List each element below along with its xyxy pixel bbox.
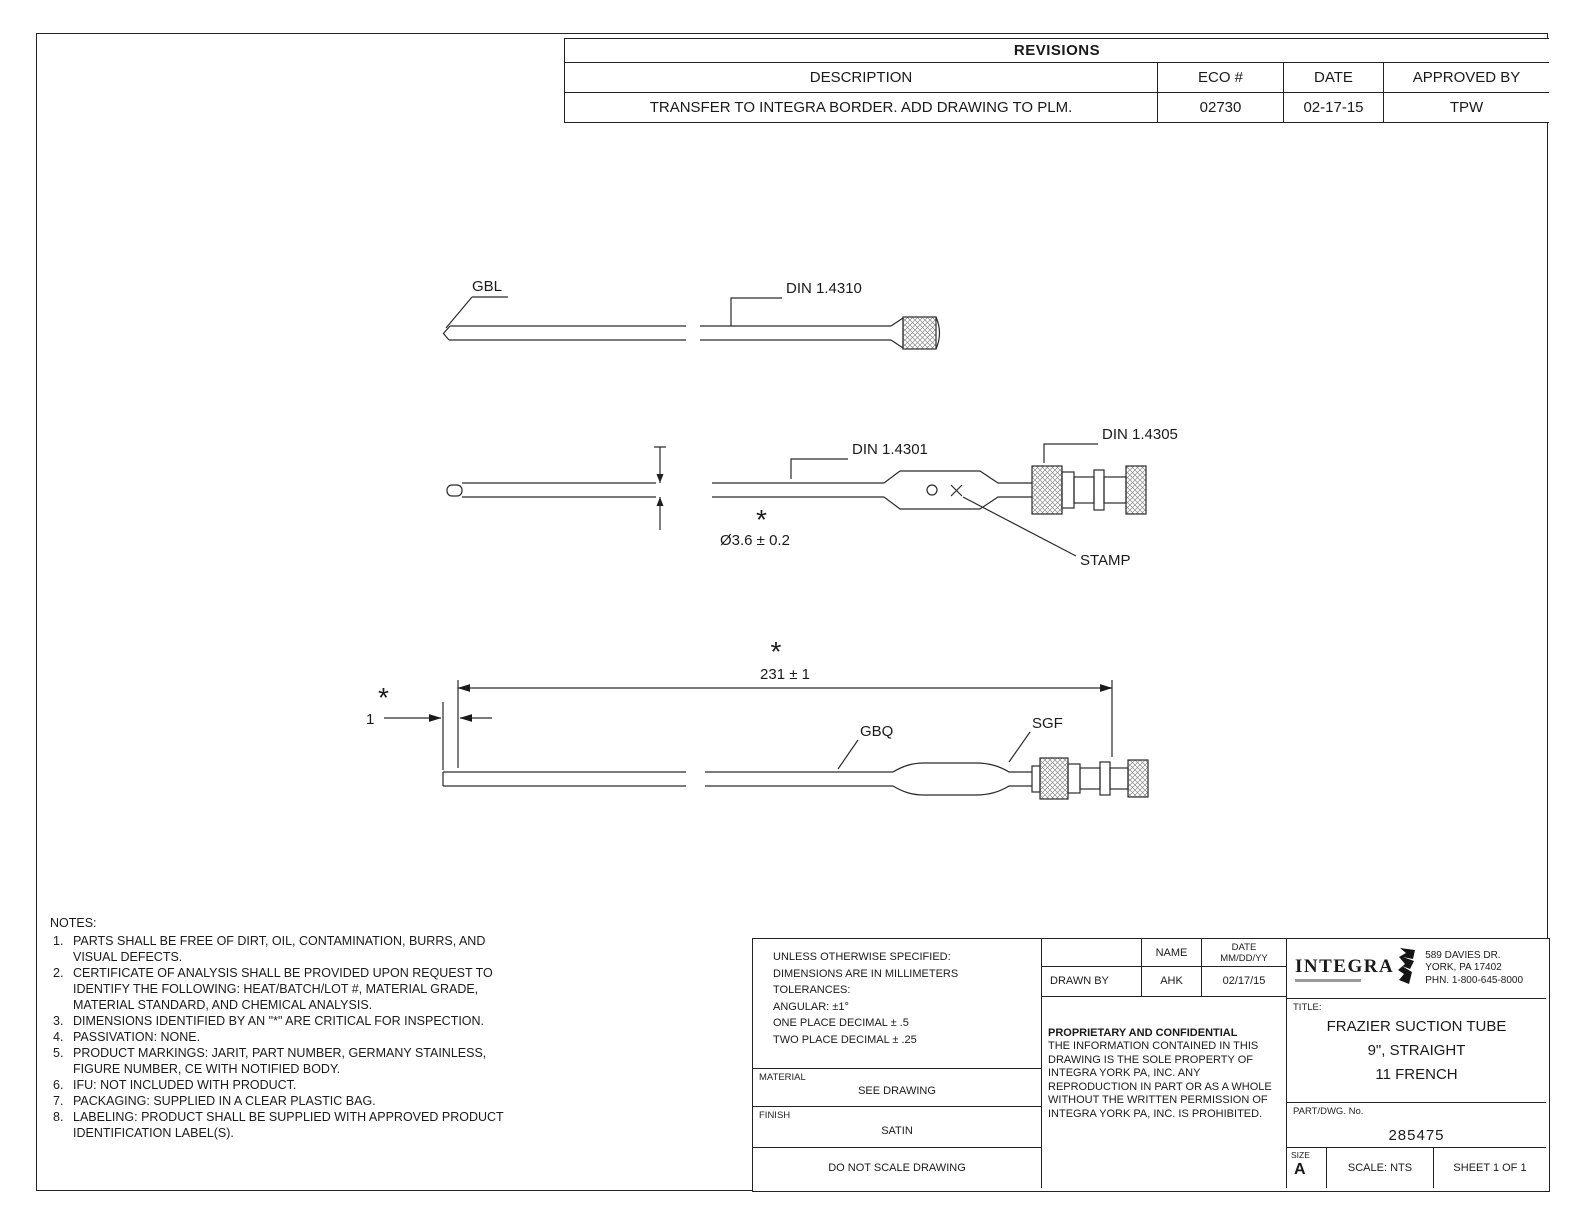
note-number: 3. (53, 1014, 64, 1028)
critical-marker-tip: * (378, 682, 389, 713)
drawn-by-name: AHK (1160, 975, 1183, 987)
proprietary-title: PROPRIETARY AND CONFIDENTIAL (1048, 1027, 1238, 1039)
scale-value: SCALE: NTS (1347, 1162, 1413, 1174)
note-item (50, 1093, 522, 1109)
sheet-value: SHEET 1 OF 1 (1453, 1162, 1527, 1174)
revisions-title: REVISIONS (565, 39, 1549, 63)
title-block (752, 938, 1550, 1192)
drawn-by-name-cell (1141, 967, 1201, 997)
note-text: CERTIFICATE OF ANALYSIS SHALL BE PROVIDED UPON REQUEST TO IDENTIFY THE FOLLOWING: HEAT/BATCH/LOT #, MATERIAL GRADE, MATERIAL STANDARD, AND CHEMICAL ANALYSIS. (73, 966, 493, 1012)
label-din-4305: DIN 1.4305 (1102, 426, 1178, 443)
note-number: 7. (53, 1094, 64, 1108)
note-text: LABELING: PRODUCT SHALL BE SUPPLIED WITH APPROVED PRODUCT IDENTIFICATION LABEL(S). (73, 1110, 504, 1140)
material-value: SEE DRAWING (858, 1085, 936, 1097)
name-header: NAME (1155, 946, 1188, 959)
date-header: DATE (1231, 942, 1257, 953)
tolerance-line: UNLESS OTHERWISE SPECIFIED: (773, 951, 951, 963)
drawn-by-label-cell (1041, 967, 1141, 997)
revisions-header-approved: APPROVED BY (1383, 63, 1549, 92)
note-item (50, 933, 522, 965)
label-gbq: GBQ (860, 723, 894, 740)
part-number-cell (1286, 1103, 1546, 1148)
note-number: 4. (53, 1030, 64, 1044)
note-item (50, 1045, 522, 1077)
integra-tagline (1295, 979, 1361, 982)
company-cell (1286, 939, 1546, 999)
note-number: 6. (53, 1078, 64, 1092)
do-not-scale-cell (753, 1148, 1041, 1188)
drawing-title-line: 9", STRAIGHT (1367, 1042, 1466, 1059)
tolerance-line: ANGULAR: ±1° (773, 1000, 849, 1013)
name-header-cell (1141, 939, 1201, 967)
proprietary-cell (1041, 997, 1286, 1188)
note-item (50, 1013, 522, 1029)
note-text: PACKAGING: SUPPLIED IN A CLEAR PLASTIC BAG. (73, 1094, 376, 1108)
revision-approved-by: TPW (1383, 93, 1549, 122)
note-number: 5. (53, 1046, 64, 1060)
label-din-4310: DIN 1.4310 (786, 280, 862, 297)
title-cell (1286, 999, 1546, 1103)
integra-logo (1295, 956, 1394, 982)
revision-description: TRANSFER TO INTEGRA BORDER. ADD DRAWING TO PLM. (649, 99, 1073, 116)
note-number: 1. (53, 934, 64, 948)
part-number: 285475 (1388, 1127, 1445, 1144)
critical-marker-diameter: * (756, 504, 767, 535)
size-value: A (1294, 1161, 1306, 1178)
revisions-header-row (565, 63, 1549, 93)
proprietary-text: THE INFORMATION CONTAINED IN THIS DRAWING IS THE SOLE PROPERTY OF INTEGRA YORK PA, INC. ANY REPRODUCTION IN PART OR AS A WHOLE WITHOUT THE WRITTEN PERMISSION OF INTEGRA YORK PA, INC. IS PROHIBITED. (1048, 1040, 1272, 1120)
note-text: PRODUCT MARKINGS: JARIT, PART NUMBER, GERMANY STAINLESS, FIGURE NUMBER, CE WITH NOTIFIED BODY. (73, 1046, 487, 1076)
notes-section (50, 915, 522, 1141)
revision-date: 02-17-15 (1283, 93, 1383, 122)
revisions-table (564, 38, 1549, 123)
drawing-title-line: FRAZIER SUCTION TUBE (1326, 1018, 1507, 1035)
company-name: INTEGRA (1295, 955, 1395, 977)
sheet-cell (1433, 1148, 1546, 1188)
drawn-by-date: 02/17/15 (1222, 975, 1266, 987)
tolerance-line: DIMENSIONS ARE IN MILLIMETERS (773, 967, 959, 980)
size-label: SIZE (1291, 1150, 1310, 1160)
drawn-by-date-cell (1201, 967, 1286, 997)
revisions-header-description: DESCRIPTION (809, 69, 913, 86)
note-item (50, 1077, 522, 1093)
finish-value: SATIN (881, 1125, 913, 1137)
label-gbl: GBL (472, 278, 503, 295)
title-label: TITLE: (1293, 1002, 1322, 1013)
label-din-4301: DIN 1.4301 (852, 441, 928, 458)
revisions-header-date: DATE (1283, 63, 1383, 92)
dim-length: 231 ± 1 (760, 666, 810, 683)
note-text: DIMENSIONS IDENTIFIED BY AN "*" ARE CRITICAL FOR INSPECTION. (73, 1014, 485, 1028)
do-not-scale-text: DO NOT SCALE DRAWING (828, 1162, 966, 1174)
note-number: 2. (53, 966, 64, 980)
integra-logo-mark-icon (1397, 946, 1417, 991)
label-stamp: STAMP (1080, 552, 1131, 569)
note-number: 8. (53, 1110, 64, 1124)
note-text: PARTS SHALL BE FREE OF DIRT, OIL, CONTAMINATION, BURRS, AND VISUAL DEFECTS. (73, 934, 486, 964)
note-item (50, 1029, 522, 1045)
drawing-title-line: 11 FRENCH (1375, 1066, 1458, 1083)
company-address-line: YORK, PA 17402 (1425, 962, 1502, 974)
scale-cell (1326, 1148, 1433, 1188)
view-top-tube (444, 297, 940, 349)
finish-label: FINISH (759, 1110, 791, 1121)
size-cell (1286, 1148, 1326, 1188)
material-label: MATERIAL (759, 1072, 806, 1083)
tolerance-line: ONE PLACE DECIMAL ± .5 (773, 1017, 909, 1029)
revision-eco-number: 02730 (1157, 93, 1283, 122)
revisions-header-eco: ECO # (1157, 63, 1283, 92)
critical-marker-length: * (770, 636, 782, 667)
note-text: PASSIVATION: NONE. (73, 1030, 201, 1044)
note-item (50, 1109, 522, 1141)
date-header-cell (1201, 939, 1286, 967)
note-text: IFU: NOT INCLUDED WITH PRODUCT. (73, 1078, 297, 1092)
view-bottom-tube (384, 680, 1148, 799)
company-address-line: 589 DAVIES DR. (1425, 949, 1501, 961)
label-sgf: SGF (1032, 715, 1063, 732)
finish-cell (753, 1107, 1041, 1148)
name-date-spacer (1041, 939, 1141, 967)
notes-title: NOTES: (50, 916, 97, 930)
view-middle-tube (447, 444, 1146, 556)
tolerance-cell (753, 939, 1041, 1069)
part-number-label: PART/DWG. No. (1293, 1106, 1364, 1117)
company-address-line: PHN. 1-800-645-8000 (1425, 974, 1524, 986)
drawn-by-label: DRAWN BY (1050, 975, 1109, 987)
dim-diameter: Ø3.6 ± 0.2 (720, 532, 790, 549)
tolerance-line: TOLERANCES: (773, 984, 851, 996)
note-item (50, 965, 522, 1013)
dim-tip-length: 1 (366, 711, 375, 728)
tolerance-line: TWO PLACE DECIMAL ± .25 (773, 1033, 917, 1046)
date-header-format: MM/DD/YY (1220, 953, 1268, 964)
material-cell (753, 1069, 1041, 1107)
revision-row (565, 93, 1549, 122)
